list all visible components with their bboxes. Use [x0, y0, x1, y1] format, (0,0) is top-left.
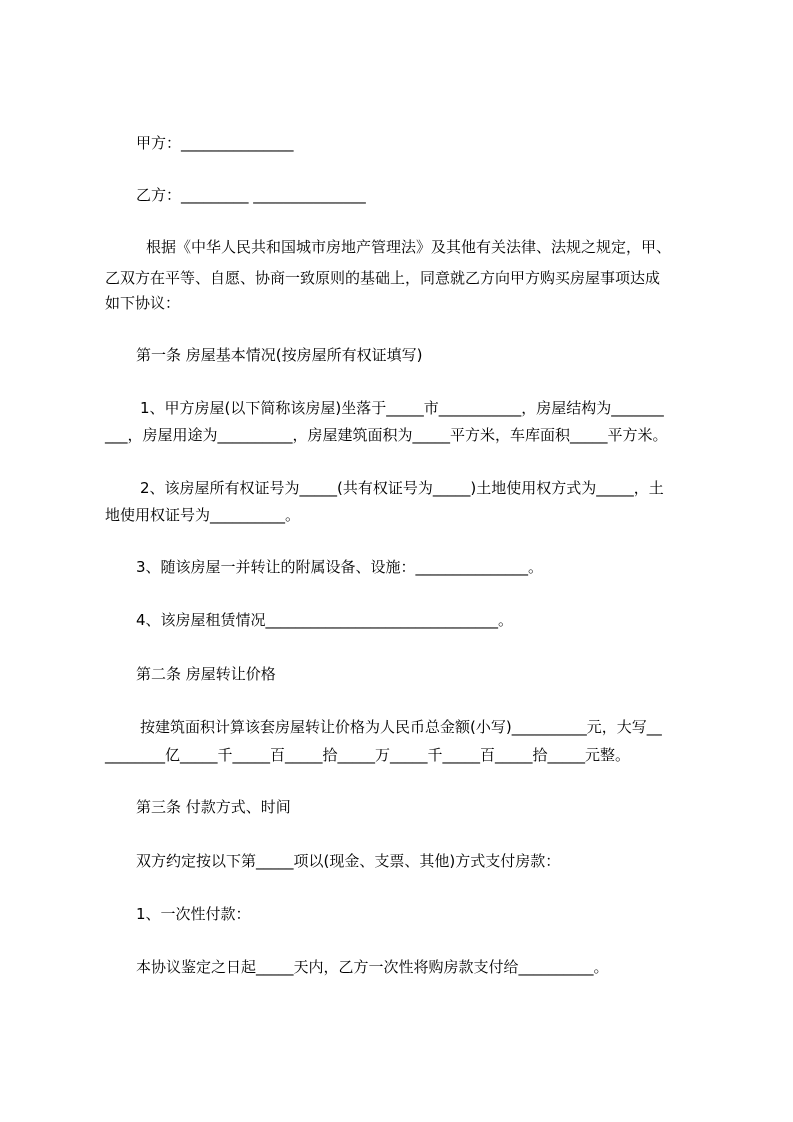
article-1-item-2-line-2: 地使用权证号为__________。	[105, 506, 301, 524]
article-3-paragraph-2: 本协议鉴定之日起_____天内，乙方一次性将购房款支付给__________。	[136, 958, 609, 976]
article-1-item-2-line-1: 2、该房屋所有权证号为_____(共有权证号为_____)土地使用权方式为_____，土	[140, 479, 664, 497]
party-a-line: 甲方：_______________	[136, 134, 294, 152]
article-1-item-1-line-1: 1、甲方房屋(以下简称该房屋)坐落于_____市___________，房屋结构为_______	[140, 399, 664, 417]
intro-paragraph-line-1: 根据《中华人民共和国城市房地产管理法》及其他有关法律、法规之规定，甲、	[146, 238, 672, 256]
article-3-item-1: 1、一次性付款：	[136, 905, 251, 923]
article-1-item-1-line-2: ___，房屋用途为__________，房屋建筑面积为_____平方米，车库面积_____平方米。	[105, 426, 668, 444]
article-2-paragraph-line-1: 按建筑面积计算该套房屋转让价格为人民币总金额(小写)__________元，大写__	[140, 718, 662, 736]
intro-paragraph-line-3: 如下协议：	[105, 294, 181, 312]
article-3-title: 第三条 付款方式、时间	[136, 798, 291, 816]
article-2-title: 第二条 房屋转让价格	[136, 665, 276, 683]
article-1-item-3: 3、随该房屋一并转让的附属设备、设施：_______________。	[136, 558, 544, 576]
article-1-title: 第一条 房屋基本情况(按房屋所有权证填写)	[136, 346, 423, 364]
article-1-item-4: 4、该房屋租赁情况_______________________________。	[136, 611, 514, 629]
article-3-paragraph-1: 双方约定按以下第_____项以(现金、支票、其他)方式支付房款：	[136, 852, 561, 870]
article-2-paragraph-line-2: ________亿_____千_____百_____拾_____万_____千_____百_____拾_____元整。	[105, 746, 631, 764]
party-b-line: 乙方：_________ _______________	[136, 186, 366, 204]
intro-paragraph-line-2: 乙双方在平等、自愿、协商一致原则的基础上，同意就乙方向甲方购买房屋事项达成	[105, 269, 661, 287]
